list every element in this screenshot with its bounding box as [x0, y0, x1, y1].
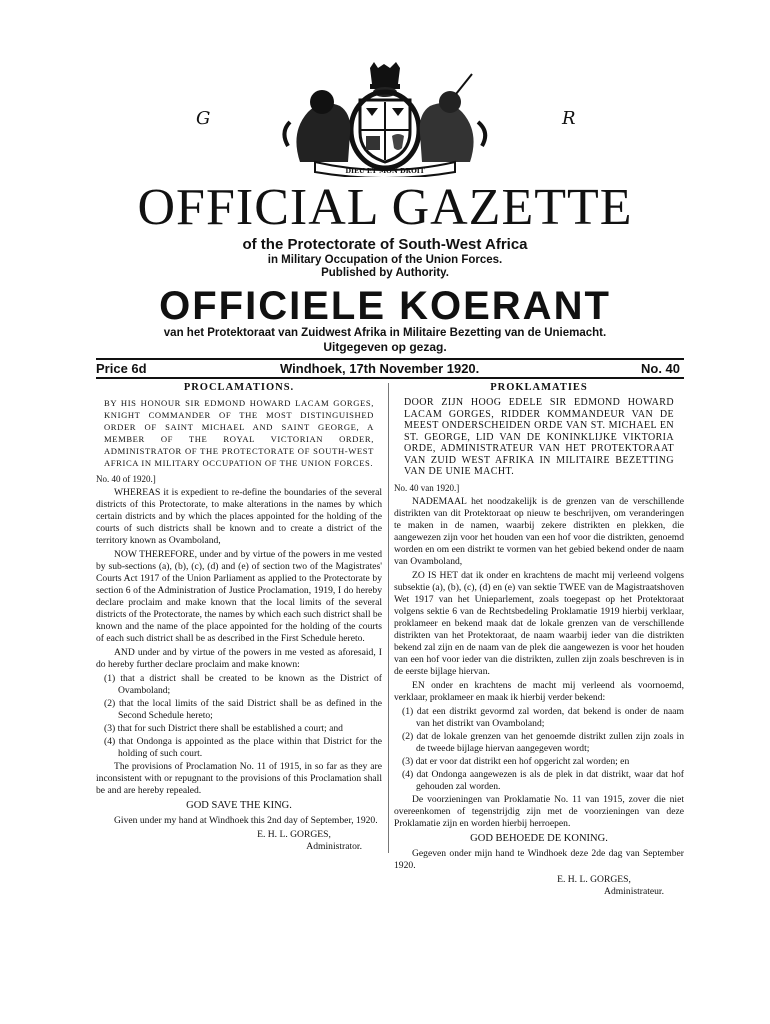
- dutch-role: Administrateur.: [604, 885, 664, 897]
- dutch-list-item: (2) dat de lokale grenzen van het genoemde distrikt zullen zijn zoals in de tweede bijlage hiervan aangegeven wordt;: [402, 730, 684, 754]
- subtitle-english-3: Published by Authority.: [321, 267, 449, 279]
- english-paragraph: WHEREAS it is expedient to re-define the boundaries of the several districts of this Protectorate, to make alterations in the names by which certain districts and by which the places appointed for the holding of the courts of such districts shall be known and to create a district of the territory known as Ovamboland,: [96, 487, 382, 546]
- issue-number: No. 40: [640, 361, 680, 376]
- rule-top: [96, 358, 684, 360]
- dutch-heading: PROKLAMATIES: [490, 382, 588, 393]
- shield-icon: [360, 100, 410, 162]
- english-heading: PROCLAMATIONS.: [183, 382, 295, 393]
- dutch-given: Gegeven onder mijn hand te Windhoek deze 2de dag van September 1920.: [394, 847, 684, 871]
- dutch-paragraph: NADEMAAL het noodzakelijk is de grenzen van de verschillende distrikten van dit Protektoraat op nieuw te beschrijven, om veranderingen te maken in de namen, waarbij zekere distrikten en plekken, die aangewezen zijn voor het houden van een hof voor die distrikten, genoemd worden en om een distrikt te vormen van het gebied bekend onder de naam van Ovamboland,: [394, 495, 684, 567]
- motto-text: DIEU ET MON DROIT: [345, 167, 425, 175]
- english-proclamation-number: No. 40 of 1920.]: [96, 474, 156, 484]
- dutch-list-item: (3) dat er voor dat distrikt een hof opgericht zal worden; en: [402, 755, 630, 767]
- subtitle-english-1: of the Protectorate of South-West Africa: [242, 236, 528, 253]
- english-list-item: (3) that for such District there shall be established a court; and: [104, 723, 343, 734]
- lion-supporter-icon: [284, 90, 350, 162]
- price-label: Price 6d: [96, 361, 147, 376]
- english-preamble: BY HIS HONOUR SIR EDMOND HOWARD LACAM GORGES, KNIGHT COMMANDER OF THE MOST DISTINGUISHED ORDER OF SAINT MICHAEL AND SAINT GEORGE, A MEMBER OF THE ROYAL VICTORIAN ORDER, ADMINISTRATOR OF THE PROTECTORATE OF SOUTH-WEST AFRICA IN MILITARY OCCUPATION OF THE UNION FORCES.: [104, 398, 374, 468]
- dutch-paragraph: EN onder en krachtens de macht mij verleend als voornoemd, verklaar, proklameer en maak ik hierbij verder bekend:: [394, 679, 684, 703]
- column-divider: [388, 383, 389, 853]
- royal-coat-of-arms: [260, 62, 510, 177]
- royal-cypher-left: G: [196, 108, 211, 129]
- gazette-title-english: OFFICIAL GAZETTE: [137, 179, 633, 236]
- dutch-proclamation-number: No. 40 van 1920.]: [394, 482, 460, 493]
- subtitle-english-2: in Military Occupation of the Union Forces.: [267, 254, 503, 266]
- english-list-item: (4) that Ondonga is appointed as the place within that District for the holding of such court.: [104, 736, 382, 759]
- dutch-signature: E. H. L. GORGES,: [557, 873, 631, 885]
- crown-icon: [370, 62, 400, 89]
- english-list-item: (1) that a district shall be created to be known as the District of Ovamboland;: [104, 673, 382, 696]
- subtitle-dutch-1: van het Protektoraat van Zuidwest Afrika in Militaire Bezetting van de Uniemacht.: [163, 327, 607, 339]
- motto-scroll: [315, 162, 455, 177]
- subtitle-dutch-2: Uitgegeven op gezag.: [323, 340, 447, 354]
- royal-cypher-right: R: [562, 108, 576, 129]
- english-given: Given under my hand at Windhoek this 2nd day of September, 1920.: [114, 815, 378, 826]
- dutch-preamble: DOOR ZIJN HOOG EDELE SIR EDMOND HOWARD LACAM GORGES, RIDDER KOMMANDEUR VAN DE MEEST ONDERSCHEIDEN ORDE VAN ST. MICHAEL EN ST. GEORGE, LID VAN DE KONINKLIJKE VIKTORIA ORDE, ADMINISTRATEUR VAN HET PROTEKTORAAT VAN ZUID WEST AFRIKA IN MILITAIRE BEZETTING VAN DE UNIE MACHT.: [404, 397, 674, 477]
- english-role: Administrator.: [306, 841, 362, 852]
- english-paragraph: AND under and by virtue of the powers in me vested as aforesaid, I do hereby further declare proclaim and make known:: [96, 647, 382, 670]
- unicorn-supporter-icon: [420, 74, 485, 162]
- english-column: [96, 382, 382, 853]
- dutch-paragraph: De voorzieningen van Proklamatie No. 11 van 1915, zover die niet overeenkomen of tegenstrijdig zijn met de voorzieningen van deze Proklamatie zijn en worden hierbij herroepen.: [394, 793, 684, 829]
- english-list-item: (2) that the local limits of the said District shall be as defined in the Second Schedule hereto;: [104, 698, 382, 721]
- dutch-paragraph: ZO IS HET dat ik onder en krachtens de macht mij verleend volgens subsektie (a), (b), (c), (d) en (e) van sektie TWEE van de Magistraatshoven Wet 1917 van het Unieparlement, zoals toegepast op het Protektoraat volgens sektie 6 van de Rechtsbedeling Proklamatie 1919 hierbij verklaar, proklameer en bekend maak dat de lokale grenzen van de verschillende distrikten van het Protektoraat, de naam waarbij ieder van die distrikten bekend zal zijn en de naam van de plek die aangewezen is voor het houden van een hof voor ieder van die distrikten, zullen zijn zoals beschreven is in de eerste bijlage hiervan.: [394, 569, 684, 677]
- english-closing: GOD SAVE THE KING.: [186, 800, 292, 811]
- rule-bottom: [96, 377, 684, 379]
- dutch-column: [394, 382, 684, 898]
- english-paragraph: The provisions of Proclamation No. 11 of 1915, in so far as they are inconsistent with or repugnant to the provisions of this Proclamation shall be and are hereby repealed.: [96, 761, 382, 796]
- dutch-closing: GOD BEHOEDE DE KONING.: [470, 832, 608, 844]
- english-paragraph: NOW THEREFORE, under and by virtue of the powers in me vested by sub-sections (a), (b), (c), (d) and (e) of section two of the Magistrates' Courts Act 1917 of the Union Parliament as applied to the Protectorate by section 6 of the Administration of Justice Proclamation, 1919, I do hereby declare proclaim and make known that the local limits of the several districts of the Protectorate, the names by which each such district shall be known and the name of the place appointed for the holding of the courts of each such district shall be as described in the First Schedule hereto.: [96, 549, 382, 644]
- issue-date: Windhoek, 17th November 1920.: [280, 361, 480, 376]
- dutch-list-item: (4) dat Ondonga aangewezen is als de plek in dat distrikt, waar dat hof gehouden zal worden.: [402, 768, 684, 792]
- gazette-title-dutch: OFFICIELE KOERANT: [159, 284, 611, 328]
- english-signature: E. H. L. GORGES,: [257, 829, 331, 840]
- dutch-list-item: (1) dat een distrikt gevormd zal worden, dat bekend is onder de naam van het distrikt van Ovamboland;: [402, 705, 684, 729]
- issue-info-bar: [96, 361, 684, 376]
